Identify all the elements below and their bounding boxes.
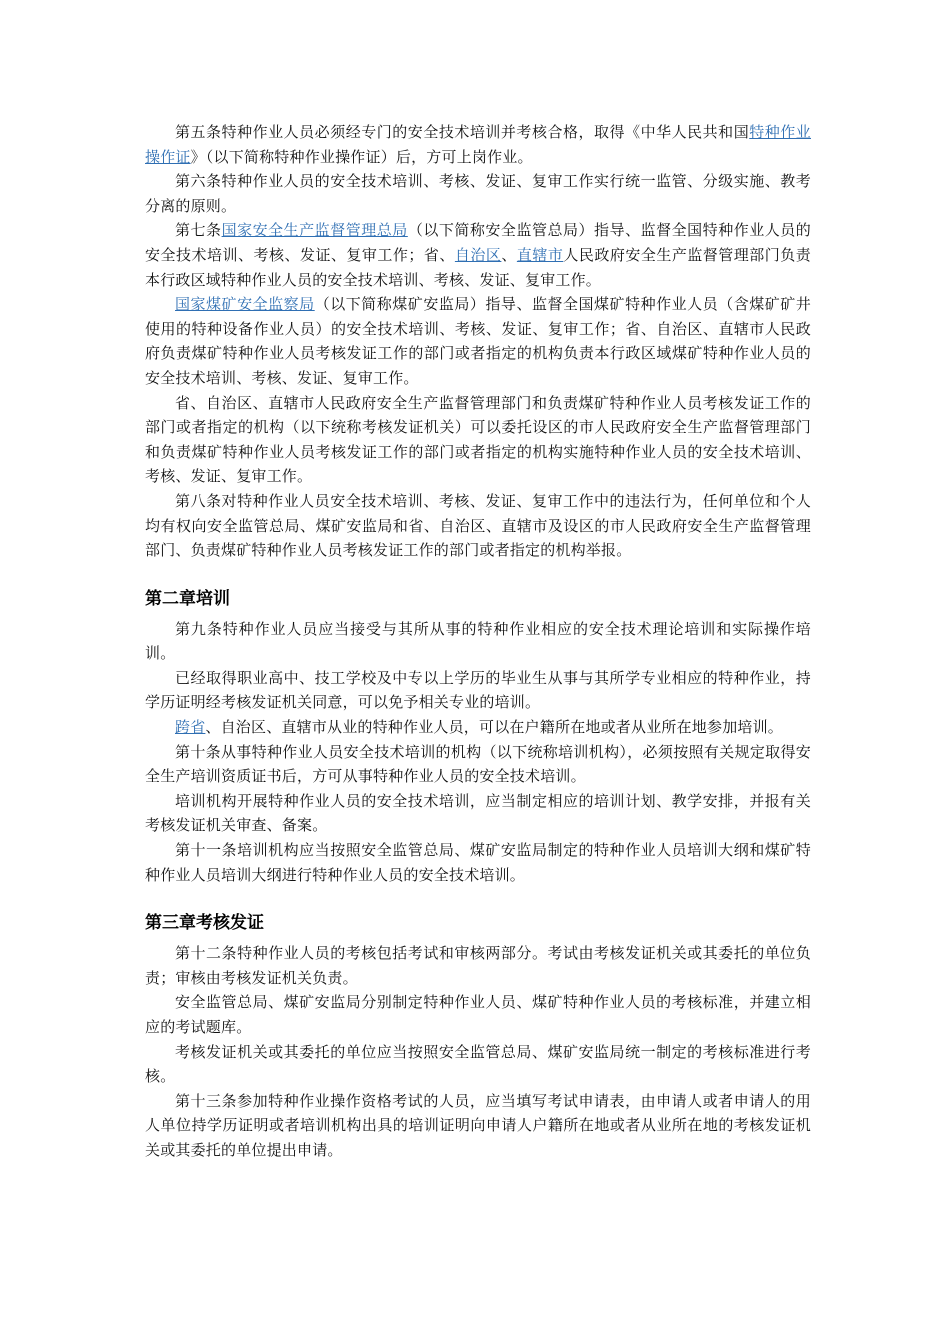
article-10 [145,740,811,789]
article-9 [145,617,811,666]
text: 第六条特种作业人员的安全技术培训、考核、发证、复审工作实行统一监管、分级实施、教考分离的原则。 [145,172,811,215]
article-8 [145,489,811,563]
article-6 [145,169,811,218]
text: 已经取得职业高中、技工学校及中专以上学历的毕业生从事与其所学专业相应的特种作业，持学历证明经考核发证机关同意，可以免予相关专业的培训。 [145,668,811,712]
chapter-2-heading: 第二章培训 [145,588,230,609]
article-12 [145,941,811,990]
article-9-graduates [145,666,811,715]
text: 省、自治区、直辖市人民政府安全生产监督管理部门和负责煤矿特种作业人员考核发证工作的部门或者指定的机构（以下统称考核发证机关）可以委托设区的市人民政府安全生产监督管理部门和负责煤矿特种作业人员考核发证工作的部门或者指定的机构实施特种作业人员的安全技术培训、考核、发证、复审工作。 [145,393,811,486]
link-special-operation-certificate[interactable]: 特种作业操作证 [145,123,811,166]
article-9-cross-province [145,715,811,740]
text: 第十三条参加特种作业操作资格考试的人员，应当填写考试申请表，由申请人或者申请人的用人单位持学历证明或者培训机构出具的培训证明向申请人户籍所在地或者从业所在地的考核发证机关或其委托的单位提出申请。 [145,1091,811,1159]
article-12-standards [145,990,811,1039]
link-cross-province[interactable]: 跨省 [175,718,206,737]
text: （以下简称煤矿安监局）指导、监督全国煤矿特种作业人员（含煤矿矿井使用的特种设备作业人员）的安全技术培训、考核、发证、复审工作；省、自治区、直辖市人民政府负责煤矿特种作业人员考核发证工作的部门或者指定的机构负责本行政区域煤矿特种作业人员的安全技术培训、考核、发证、复审工作。 [145,295,811,387]
text: 第七条 [175,221,222,240]
text: 》（以下简称特种作业操作证）后，方可上岗作业。 [190,147,533,166]
article-5 [145,120,811,169]
text: 、自治区、直辖市从业的特种作业人员，可以在户籍所在地或者从业所在地参加培训。 [205,718,784,737]
text: 人民政府安全生产监督管理部门负责本行政区域特种作业人员的安全技术培训、考核、发证、复审工作。 [145,245,811,289]
text: 培训机构开展特种作业人员的安全技术培训，应当制定相应的培训计划、教学安排，并报有关考核发证机关审查、备案。 [145,791,811,835]
article-10-plan [145,789,811,838]
text: 安全监管总局、煤矿安监局分别制定特种作业人员、煤矿特种作业人员的考核标准，并建立相应的考试题库。 [145,993,811,1036]
article-11 [145,838,811,887]
article-12-assessment [145,1040,811,1089]
text: 第八条对特种作业人员安全技术培训、考核、发证、复审工作中的违法行为，任何单位和个人均有权向安全监管总局、煤矿安监局和省、自治区、直辖市及设区的市人民政府安全生产监督管理部门、负责煤矿特种作业人员考核发证工作的部门或者指定的机构举报。 [145,491,811,560]
article-7-delegation [145,391,811,489]
article-13 [145,1089,811,1163]
text: 第九条特种作业人员应当接受与其所从事的特种作业相应的安全技术理论培训和实际操作培训。 [145,619,811,663]
article-7-coal [145,292,811,390]
link-state-administration[interactable]: 国家安全生产监督管理总局 [221,221,408,240]
text: （以下简称安全监管总局）指导、监督全国特种作业人员的安全技术培训、考核、发证、复审工作；省、 [145,221,812,264]
link-coal-mine-safety-bureau[interactable]: 国家煤矿安全监察局 [175,295,315,314]
article-7 [145,218,811,292]
text: 第十二条特种作业人员的考核包括考试和审核两部分。考试由考核发证机关或其委托的单位负责；审核由考核发证机关负责。 [145,944,811,987]
text: 第十条从事特种作业人员安全技术培训的机构（以下统称培训机构），必须按照有关规定取得安全生产培训资质证书后，方可从事特种作业人员的安全技术培训。 [145,742,811,786]
text: 考核发证机关或其委托的单位应当按照安全监管总局、煤矿安监局统一制定的考核标准进行考核。 [145,1042,811,1086]
text: 第五条特种作业人员必须经专门的安全技术培训并考核合格，取得《中华人民共和国 [175,123,750,141]
chapter-3-heading: 第三章考核发证 [145,913,264,934]
link-municipality[interactable]: 直辖市 [516,245,564,264]
text: 、 [501,245,517,264]
link-autonomous-region[interactable]: 自治区 [454,245,502,264]
document-page [145,120,811,1163]
text: 第十一条培训机构应当按照安全监管总局、煤矿安监局制定的特种作业人员培训大纲和煤矿特种作业人员培训大纲进行特种作业人员的安全技术培训。 [145,841,811,884]
